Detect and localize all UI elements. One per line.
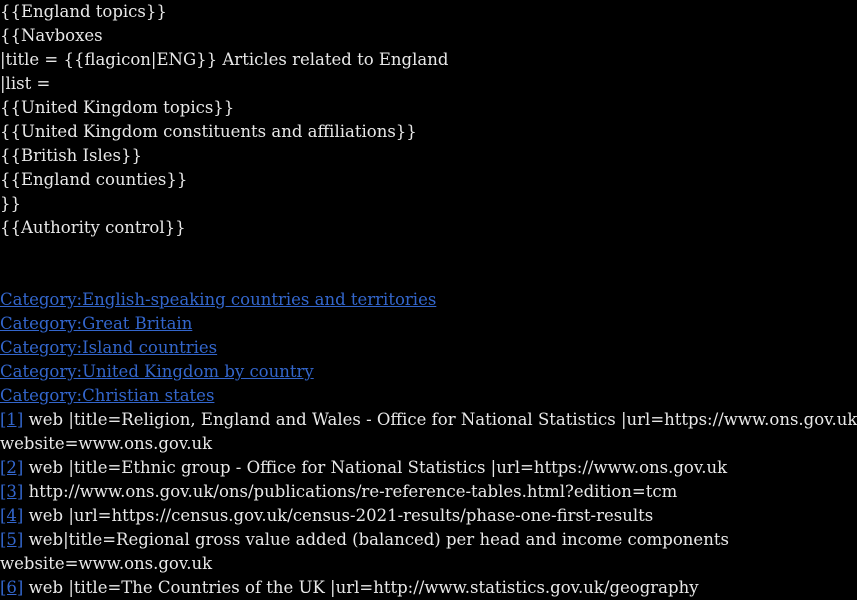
reference-item bbox=[0, 504, 654, 528]
reference-item bbox=[0, 408, 857, 456]
reference-number-link[interactable]: [1] bbox=[0, 410, 24, 429]
reference-text: web |url=https://census.gov.uk/census-2021-results/phase-one-first-results bbox=[28, 506, 654, 525]
category-list bbox=[0, 288, 591, 408]
template-line: |list = bbox=[0, 74, 51, 93]
reference-text: web|title=Regional gross value added (balanced) per head and income components bbox=[28, 530, 729, 549]
template-block bbox=[0, 0, 591, 240]
spacer bbox=[0, 240, 591, 264]
reference-number-link[interactable]: [6] bbox=[0, 578, 24, 597]
reference-number-link[interactable]: [3] bbox=[0, 482, 24, 501]
template-line: {{Authority control}} bbox=[0, 218, 186, 237]
template-line: {{Navboxes bbox=[0, 26, 103, 45]
category-link[interactable]: Category:Christian states bbox=[0, 386, 215, 405]
reference-text: http://www.ons.gov.uk/ons/publications/re-reference-tables.html?edition=tcm bbox=[28, 482, 678, 501]
reference-item bbox=[0, 528, 729, 576]
template-line: {{United Kingdom constituents and affiliations}} bbox=[0, 122, 417, 141]
spacer bbox=[0, 264, 591, 288]
reference-text: web |title=Religion, England and Wales - Office for National Statistics |url=https://www.ons.gov.uk bbox=[28, 410, 857, 429]
template-line: {{British Isles}} bbox=[0, 146, 143, 165]
reference-item bbox=[0, 456, 728, 480]
category-link[interactable]: Category:United Kingdom by country bbox=[0, 362, 314, 381]
reference-number-link[interactable]: [4] bbox=[0, 506, 24, 525]
template-line: }} bbox=[0, 194, 21, 213]
category-link[interactable]: Category:Island countries bbox=[0, 338, 218, 357]
template-line: {{England counties}} bbox=[0, 170, 188, 189]
template-line: {{United Kingdom topics}} bbox=[0, 98, 235, 117]
reference-continuation: website=www.ons.gov.uk bbox=[0, 554, 213, 573]
template-line: |title = {{flagicon|ENG}} Articles related to England bbox=[0, 50, 449, 69]
category-link[interactable]: Category:English-speaking countries and territories bbox=[0, 290, 437, 309]
reference-text: web |title=Ethnic group - Office for National Statistics |url=https://www.ons.gov.uk bbox=[28, 458, 728, 477]
reference-item bbox=[0, 480, 678, 504]
reference-continuation: website=www.ons.gov.uk bbox=[0, 434, 213, 453]
template-line: {{England topics}} bbox=[0, 2, 167, 21]
reference-number-link[interactable]: [5] bbox=[0, 530, 24, 549]
reference-item bbox=[0, 576, 699, 600]
reference-list bbox=[0, 408, 857, 600]
category-link[interactable]: Category:Great Britain bbox=[0, 314, 193, 333]
reference-number-link[interactable]: [2] bbox=[0, 458, 24, 477]
reference-text: web |title=The Countries of the UK |url=http://www.statistics.gov.uk/geography bbox=[28, 578, 699, 597]
